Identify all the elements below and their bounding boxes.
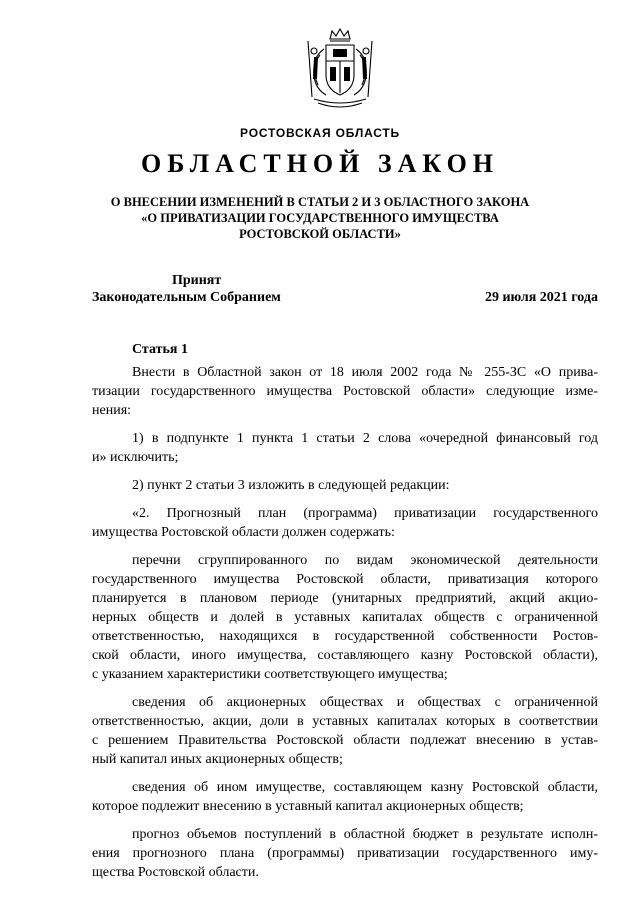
- article-body: [92, 340, 598, 891]
- adopted-label: Принят: [172, 273, 222, 288]
- text-line: 2) пункт 2 статьи 3 изложить в следующей редакции:: [132, 478, 450, 493]
- paragraph: [92, 476, 598, 495]
- text-line: и» исключить;: [92, 450, 179, 465]
- text-line: планируется в плановом периоде (унитарных предприятий, акций акцио-: [92, 591, 598, 606]
- text-line: которое подлежит внесению в уставный капитал акционерных обществ;: [92, 799, 524, 814]
- text-line: ответственностью, акции, доли в уставных капиталах которых в соответствии: [92, 714, 598, 729]
- text-line: «2. Прогнозный план (программа) приватизации государственного: [132, 506, 598, 521]
- paragraph: [92, 429, 598, 467]
- text-line: ный капитал иных акционерных обществ;: [92, 752, 343, 767]
- text-line: прогноз объемов поступлений в областной бюджет в результате исполн-: [132, 827, 598, 842]
- text-line: нения:: [92, 403, 132, 418]
- paragraph: [92, 825, 598, 882]
- adoption-date: 29 июля 2021 года: [484, 290, 598, 305]
- text-line: 1) в подпункте 1 пункта 1 статьи 2 слова «очередной финансовый год: [132, 431, 598, 446]
- text-line: перечни сгруппированного по видам экономической деятельности: [132, 553, 598, 568]
- article-heading: Статья 1: [132, 342, 188, 357]
- text-line: нерных обществ и долей в уставных капиталах обществ с ограниченной: [92, 610, 598, 625]
- law-type-heading: ОБЛАСТНОЙ ЗАКОН: [140, 149, 500, 178]
- text-line: тизации государственного имущества Ростовской области» следующие изме-: [92, 384, 598, 399]
- law-title-line: «О ПРИВАТИЗАЦИИ ГОСУДАРСТВЕННОГО ИМУЩЕСТВА: [141, 211, 499, 225]
- text-line: государственного имущества Ростовской области, приватизация которого: [92, 572, 598, 587]
- text-line: ской области, иного имущества, составляющего казну Ростовской области),: [92, 648, 598, 663]
- law-title-line: РОСТОВСКОЙ ОБЛАСТИ»: [239, 227, 401, 241]
- paragraph: [92, 551, 598, 684]
- paragraph: [92, 504, 598, 542]
- law-title: [80, 194, 560, 242]
- region-name: РОСТОВСКАЯ ОБЛАСТЬ: [240, 126, 400, 140]
- text-line: с указанием характеристики соответствующего имущества;: [92, 667, 448, 682]
- text-line: сведения об ином имуществе, составляющем казну Ростовской области,: [132, 780, 598, 795]
- adoption-block: [92, 272, 598, 312]
- rostov-coat-of-arms-icon: [300, 27, 380, 115]
- text-line: Внести в Областной закон от 18 июля 2002 года № 255-ЗС «О прива-: [132, 365, 598, 380]
- text-line: щества Ростовской области.: [92, 865, 259, 880]
- text-line: с решением Правительства Ростовской области подлежат внесению в устав-: [92, 733, 598, 748]
- law-title-line: О ВНЕСЕНИИ ИЗМЕНЕНИЙ В СТАТЬИ 2 И 3 ОБЛАСТНОГО ЗАКОНА: [110, 195, 530, 209]
- adopted-by: Законодательным Собранием: [92, 290, 281, 305]
- text-line: имущества Ростовской области должен содержать:: [92, 525, 395, 540]
- text-line: ответственностью, находящихся в государственной собственности Ростов-: [92, 629, 598, 644]
- paragraph: [92, 363, 598, 420]
- text-line: сведения об акционерных обществах и обществах с ограниченной: [132, 695, 598, 710]
- text-line: ения прогнозного плана (программы) приватизации государственного иму-: [92, 846, 598, 861]
- paragraph: [92, 693, 598, 769]
- paragraph: [92, 778, 598, 816]
